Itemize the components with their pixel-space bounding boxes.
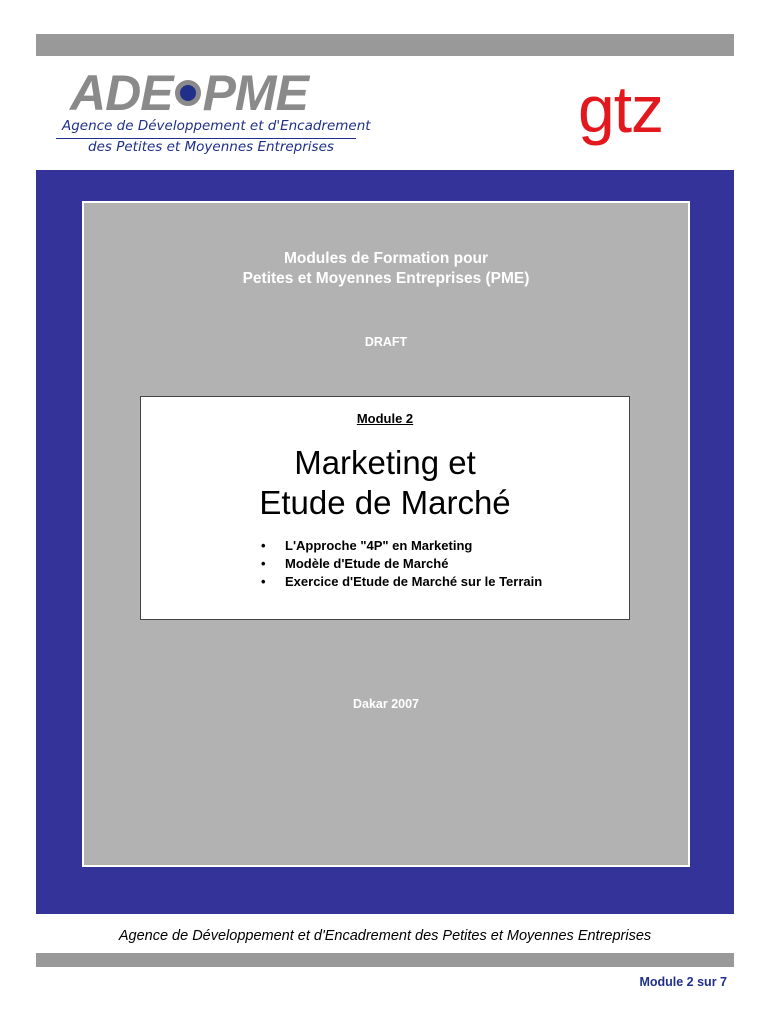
cover-panel bbox=[82, 201, 690, 867]
top-divider-bar bbox=[36, 34, 734, 56]
topic-item: • Exercice d'Etude de Marché sur le Terrain bbox=[261, 573, 542, 591]
topic-item: • L'Approche "4P" en Marketing bbox=[261, 537, 542, 555]
draft-label: DRAFT bbox=[364, 335, 408, 349]
adepme-wordmark bbox=[70, 65, 308, 121]
cover-frame bbox=[36, 170, 734, 914]
topic-list bbox=[261, 537, 542, 591]
place-date: Dakar 2007 bbox=[352, 697, 420, 711]
gtz-logo: gtz bbox=[578, 72, 664, 146]
topic-item: • Modèle d'Etude de Marché bbox=[261, 555, 542, 573]
bottom-divider-bar bbox=[36, 953, 734, 967]
module-number: Module 2 bbox=[356, 411, 414, 426]
cover-heading-line1: Modules de Formation pour bbox=[283, 250, 489, 267]
adepme-word-left: ADE bbox=[70, 65, 173, 121]
adepme-tagline-line2: des Petites et Moyennes Entreprises bbox=[88, 139, 334, 155]
module-title bbox=[141, 443, 629, 523]
adepme-dot-icon bbox=[175, 80, 201, 106]
page-indicator: Module 2 sur 7 bbox=[639, 975, 727, 989]
agency-footer-text: Agence de Développement et d'Encadrement des Petites et Moyennes Entreprises bbox=[118, 928, 652, 944]
module-title-line1: Marketing et bbox=[294, 444, 476, 481]
adepme-word-right: PME bbox=[202, 65, 308, 121]
cover-heading bbox=[84, 249, 688, 289]
module-title-box bbox=[140, 396, 630, 620]
adepme-tagline-line1: Agence de Développement et d'Encadrement bbox=[62, 118, 371, 134]
adepme-logo bbox=[56, 65, 371, 160]
cover-heading-line2: Petites et Moyennes Entreprises (PME) bbox=[242, 270, 530, 287]
module-title-line2: Etude de Marché bbox=[259, 484, 511, 521]
